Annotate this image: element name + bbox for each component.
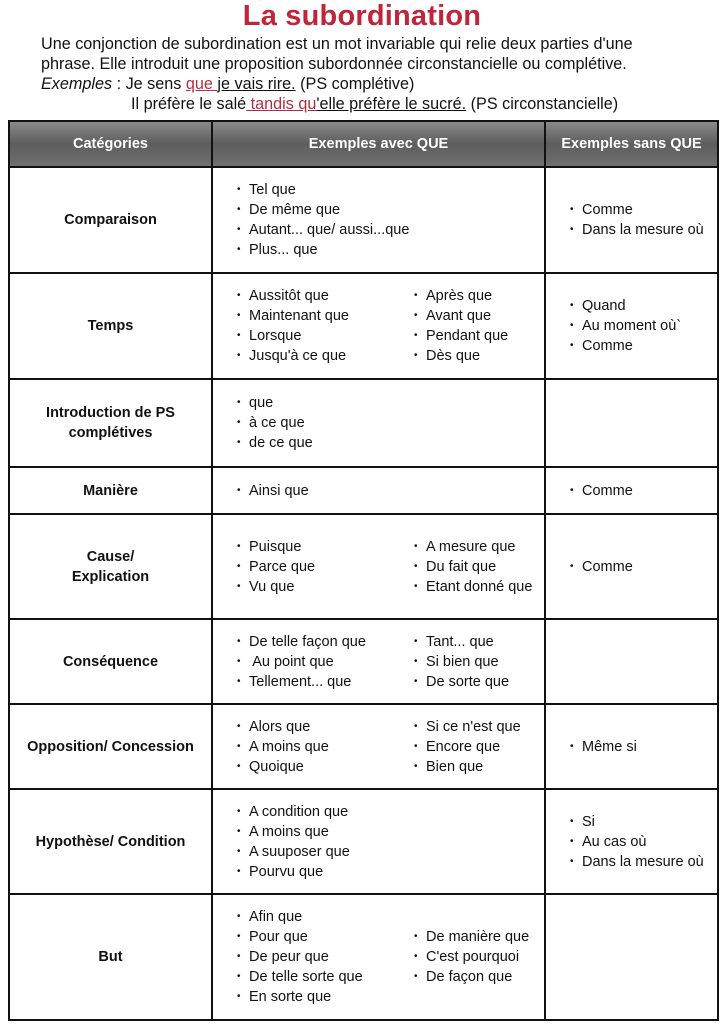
category-label: Conséquence bbox=[62, 653, 159, 670]
table-row bbox=[9, 379, 718, 467]
category-label: complétives bbox=[68, 425, 153, 441]
example-list bbox=[414, 286, 508, 366]
list-item: • Comme bbox=[570, 336, 717, 356]
sans-que-cell bbox=[545, 273, 718, 379]
example-list bbox=[546, 200, 717, 240]
example-list bbox=[414, 717, 521, 777]
example-list bbox=[237, 802, 414, 882]
text: Il préfère le salé bbox=[131, 95, 247, 113]
avec-que-cell bbox=[212, 619, 545, 704]
table-row bbox=[9, 619, 718, 704]
list-item: • à ce que bbox=[237, 413, 414, 433]
sans-que-cell bbox=[545, 894, 718, 1020]
list-item: • Si bbox=[570, 812, 717, 832]
avec-que-cell bbox=[212, 467, 545, 514]
intro-line: phrase. Elle introduit une proposition subordonnée circonstancielle ou complétive. bbox=[41, 55, 627, 73]
list-item: • De manière que bbox=[414, 927, 529, 947]
list-item: • de ce que bbox=[237, 433, 414, 453]
example-list bbox=[237, 537, 414, 597]
example-list bbox=[546, 557, 717, 577]
list-item: • A moins que bbox=[237, 737, 414, 757]
list-item: • Afin que bbox=[237, 907, 414, 927]
list-item: • Au point que bbox=[237, 652, 414, 672]
list-item: • Parce que bbox=[237, 557, 414, 577]
conjunction: que bbox=[185, 75, 218, 93]
list-item: • Alors que bbox=[237, 717, 414, 737]
list-item: • Dès que bbox=[414, 346, 508, 366]
list-item: • que bbox=[237, 393, 414, 413]
list-item: • Autant... que/ aussi...que bbox=[237, 220, 414, 240]
list-item: • Quand bbox=[570, 296, 717, 316]
list-item: • Tant... que bbox=[414, 632, 509, 652]
example-list bbox=[546, 296, 717, 356]
sans-que-cell bbox=[545, 619, 718, 704]
conjunction: tandis qu bbox=[246, 95, 317, 113]
list-item: • En sorte que bbox=[237, 987, 414, 1007]
avec-lists bbox=[213, 907, 544, 1007]
header-row bbox=[9, 121, 718, 167]
page-title: La subordination bbox=[242, 0, 482, 32]
header-avec-que: Exemples avec QUE bbox=[212, 121, 545, 167]
list-item: • Puisque bbox=[237, 537, 414, 557]
example-list bbox=[414, 632, 509, 692]
category-label: Cause/ bbox=[86, 548, 135, 565]
example-list bbox=[237, 632, 414, 692]
table-row bbox=[9, 789, 718, 894]
avec-lists bbox=[213, 537, 544, 597]
header-categories: Catégories bbox=[9, 121, 212, 167]
list-item: • Pourvu que bbox=[237, 862, 414, 882]
avec-que-cell bbox=[212, 273, 545, 379]
avec-lists bbox=[213, 180, 544, 260]
avec-que-cell bbox=[212, 789, 545, 894]
note: (PS circonstancielle) bbox=[466, 95, 619, 113]
list-item: • Comme bbox=[570, 557, 717, 577]
category-cell bbox=[9, 379, 212, 467]
list-item: • A moins que bbox=[237, 822, 414, 842]
category-cell bbox=[9, 467, 212, 514]
list-item: • Dans la mesure où bbox=[570, 852, 717, 872]
category-cell bbox=[9, 167, 212, 273]
avec-que-cell bbox=[212, 379, 545, 467]
subordinate: je vais rire. bbox=[217, 75, 296, 93]
list-item: • Bien que bbox=[414, 757, 521, 777]
list-item: • A condition que bbox=[237, 802, 414, 822]
list-item: • Avant que bbox=[414, 306, 508, 326]
category-label: Introduction de PS bbox=[46, 405, 175, 421]
table-row bbox=[9, 467, 718, 514]
table-row bbox=[9, 704, 718, 789]
list-item: • De telle façon que bbox=[237, 632, 414, 652]
list-item: • C'est pourquoi bbox=[414, 947, 529, 967]
header-sans-que: Exemples sans QUE bbox=[545, 121, 718, 167]
example-list bbox=[237, 393, 414, 453]
category-cell bbox=[9, 894, 212, 1020]
example-list bbox=[237, 286, 414, 366]
list-item: • Plus... que bbox=[237, 240, 414, 260]
list-item: • Comme bbox=[570, 200, 717, 220]
list-item: • Du fait que bbox=[414, 557, 532, 577]
example-list bbox=[237, 180, 414, 260]
example-list bbox=[546, 737, 717, 757]
avec-que-cell bbox=[212, 514, 545, 619]
example-list bbox=[237, 481, 414, 501]
list-item: • Pour que bbox=[237, 927, 414, 947]
table-row bbox=[9, 273, 718, 379]
text: : Je sens bbox=[112, 75, 186, 93]
avec-lists bbox=[213, 717, 544, 777]
example-list bbox=[546, 481, 717, 501]
list-item: • De façon que bbox=[414, 967, 529, 987]
sans-que-cell bbox=[545, 467, 718, 514]
avec-lists bbox=[213, 802, 544, 882]
list-item: • De même que bbox=[237, 200, 414, 220]
sans-que-cell bbox=[545, 789, 718, 894]
example-1 bbox=[41, 74, 721, 94]
example-list bbox=[414, 537, 532, 597]
list-item: • Même si bbox=[570, 737, 717, 757]
table-row bbox=[9, 514, 718, 619]
examples-label: Exemples bbox=[41, 75, 113, 93]
list-item: • A suuposer que bbox=[237, 842, 414, 862]
table-row bbox=[9, 167, 718, 273]
list-item: • Vu que bbox=[237, 577, 414, 597]
sans-que-cell bbox=[545, 379, 718, 467]
table-row bbox=[9, 894, 718, 1020]
list-item: • Ainsi que bbox=[237, 481, 414, 501]
avec-lists bbox=[213, 481, 544, 501]
avec-que-cell bbox=[212, 167, 545, 273]
category-label: Explication bbox=[71, 568, 150, 585]
list-item: • Dans la mesure où bbox=[570, 220, 717, 240]
intro-line: Une conjonction de subordination est un mot invariable qui relie deux parties d'une bbox=[41, 35, 633, 53]
list-item: • Au moment où` bbox=[570, 316, 717, 336]
list-item: • Tellement... que bbox=[237, 672, 414, 692]
list-item: • Comme bbox=[570, 481, 717, 501]
list-item: • Après que bbox=[414, 286, 508, 306]
category-label: Manière bbox=[83, 482, 138, 499]
example-list bbox=[414, 927, 529, 987]
category-label: Opposition/ Concession bbox=[27, 738, 194, 755]
category-cell bbox=[9, 789, 212, 894]
category-cell bbox=[9, 704, 212, 789]
sans-que-cell bbox=[545, 514, 718, 619]
list-item: • De sorte que bbox=[414, 672, 509, 692]
list-item: • Pendant que bbox=[414, 326, 508, 346]
category-label: Comparaison bbox=[64, 212, 157, 228]
list-item: • Jusqu'à ce que bbox=[237, 346, 414, 366]
list-item: • De peur que bbox=[237, 947, 414, 967]
example-2 bbox=[41, 94, 721, 114]
category-cell bbox=[9, 514, 212, 619]
list-item: • Quoique bbox=[237, 757, 414, 777]
list-item: • Si bien que bbox=[414, 652, 509, 672]
list-item: • Aussitôt que bbox=[237, 286, 414, 306]
list-item: • A mesure que bbox=[414, 537, 532, 557]
category-label: Temps bbox=[87, 318, 134, 334]
example-list bbox=[237, 907, 414, 1007]
avec-que-cell bbox=[212, 894, 545, 1020]
avec-lists bbox=[213, 286, 544, 366]
list-item: • Maintenant que bbox=[237, 306, 414, 326]
conjunctions-table bbox=[8, 120, 719, 1021]
note: (PS complétive) bbox=[295, 75, 415, 93]
avec-lists bbox=[213, 393, 544, 453]
category-label: Hypothèse/ Condition bbox=[35, 833, 186, 850]
intro-text bbox=[41, 34, 721, 114]
list-item: • Tel que bbox=[237, 180, 414, 200]
category-cell bbox=[9, 619, 212, 704]
example-list bbox=[546, 812, 717, 872]
list-item: • De telle sorte que bbox=[237, 967, 414, 987]
list-item: • Si ce n'est que bbox=[414, 717, 521, 737]
category-cell bbox=[9, 273, 212, 379]
list-item: • Au cas où bbox=[570, 832, 717, 852]
avec-que-cell bbox=[212, 704, 545, 789]
list-item: • Etant donné que bbox=[414, 577, 532, 597]
list-item: • Lorsque bbox=[237, 326, 414, 346]
list-item: • Encore que bbox=[414, 737, 521, 757]
category-label: But bbox=[98, 949, 123, 965]
avec-lists bbox=[213, 632, 544, 692]
sans-que-cell bbox=[545, 704, 718, 789]
sans-que-cell bbox=[545, 167, 718, 273]
example-list bbox=[237, 717, 414, 777]
subordinate: 'elle préfère le sucré. bbox=[316, 95, 467, 113]
